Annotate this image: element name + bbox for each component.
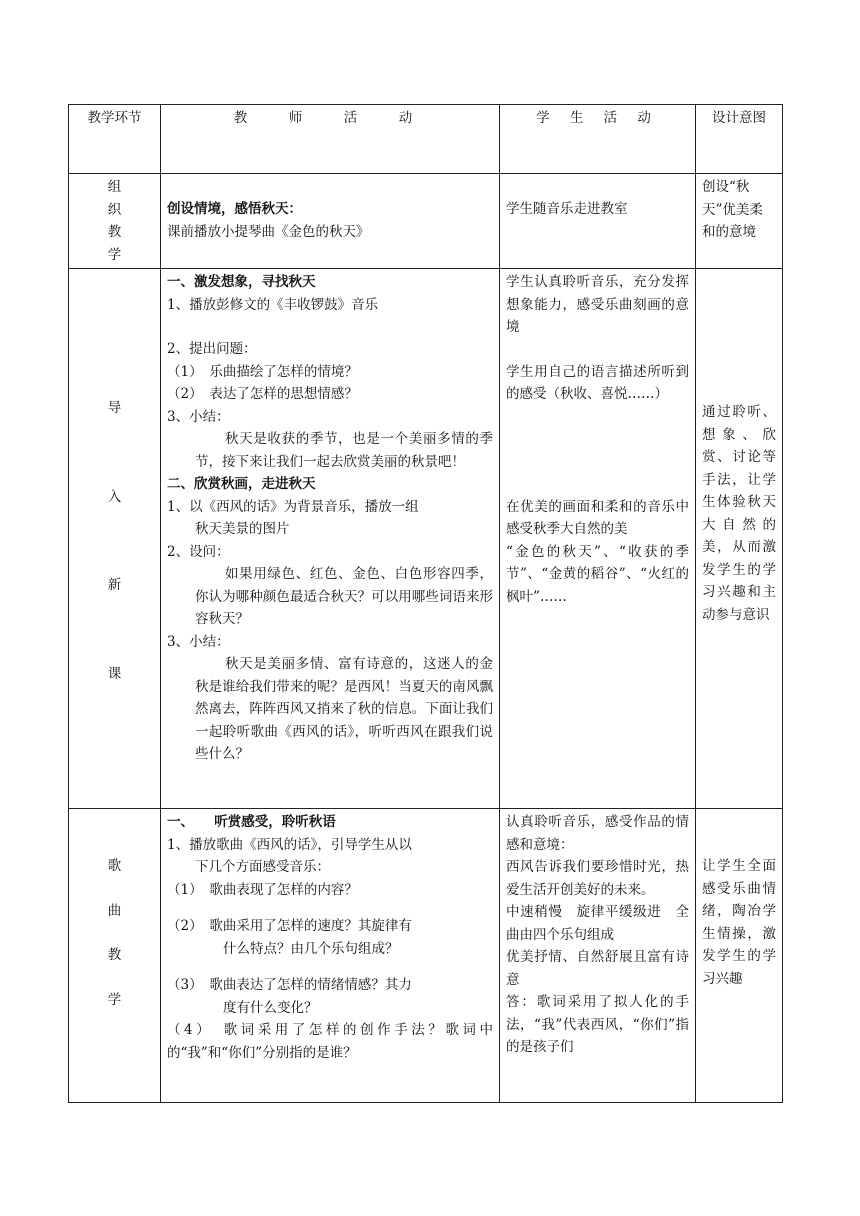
intent-song bbox=[696, 809, 783, 1103]
stage-char: 歌 bbox=[107, 858, 122, 874]
row-intro bbox=[69, 269, 783, 809]
stage-char: 教 bbox=[107, 224, 122, 240]
stage-char: 曲 bbox=[107, 902, 122, 919]
header-student-activity: 学 生 活 动 bbox=[500, 105, 696, 174]
teacher-line: 2、提出问题： bbox=[167, 341, 257, 357]
intent-text: 创设“秋天”优美柔和的意境 bbox=[702, 179, 763, 240]
stage-char: 教 bbox=[107, 947, 122, 963]
student-text: 优美抒情、自然舒展且富有诗意 bbox=[506, 949, 689, 988]
stage-char: 学 bbox=[107, 991, 122, 1008]
student-text: 西风告诉我们要珍惜时光，热爱生活开创美好的未来。 bbox=[506, 859, 689, 898]
teacher-line: 2、设问： bbox=[167, 543, 230, 560]
stage-char: 课 bbox=[107, 665, 122, 682]
teacher-line: 1、播放歌曲《西风的话》，引导学生从以 bbox=[167, 836, 412, 853]
student-organize bbox=[500, 174, 696, 269]
teacher-line: 1、以《西风的话》为背景音乐，播放一组 bbox=[167, 498, 419, 515]
section-heading: 一、 听赏感受，聆听秋语 bbox=[167, 814, 336, 830]
stage-organize bbox=[69, 174, 161, 269]
student-intro bbox=[500, 269, 696, 809]
stage-char: 入 bbox=[107, 488, 122, 505]
stage-char: 新 bbox=[107, 577, 122, 593]
teacher-title: 创设情境，感悟秋天： bbox=[167, 201, 302, 217]
stage-char: 织 bbox=[107, 201, 122, 218]
teacher-line: 下几个方面感受音乐： bbox=[195, 859, 330, 875]
student-text: 学生随音乐走进教室 bbox=[506, 201, 628, 217]
header-design-intent: 设计意图 bbox=[696, 105, 783, 174]
teacher-intro bbox=[161, 269, 500, 809]
student-text: 在优美的画面和柔和的音乐中感受秋季大自然的美 bbox=[506, 498, 689, 537]
section-heading: 二、欣赏秋画，走进秋天 bbox=[167, 476, 316, 492]
student-text: “金色的秋天”、“收获的季节”、“金黄的稻谷”、“火红的枫叶”…… bbox=[506, 543, 689, 605]
header-teacher-activity: 教 师 活 动 bbox=[161, 105, 500, 174]
row-organize bbox=[69, 174, 783, 269]
section-heading: 一、激发想象，寻找秋天 bbox=[167, 274, 316, 290]
teacher-line: （1） 乐曲描绘了怎样的情境？ bbox=[167, 363, 358, 380]
header-stage: 教学环节 bbox=[69, 105, 161, 174]
intent-intro bbox=[696, 269, 783, 809]
stage-song bbox=[69, 809, 161, 1103]
stage-char: 组 bbox=[107, 179, 122, 195]
teacher-line: （4） 歌词采用了怎样的创作手法？歌词中的“我”和“你们”分别指的是谁？ bbox=[167, 1022, 493, 1061]
teacher-line: 3、小结： bbox=[167, 408, 230, 425]
teacher-line: 秋天美景的图片 bbox=[195, 521, 290, 537]
row-song bbox=[69, 809, 783, 1103]
teacher-line: （1） 歌曲表现了怎样的内容？ bbox=[167, 881, 358, 898]
intent-organize bbox=[696, 174, 783, 269]
teacher-paragraph: 如果用绿色、红色、金色、白色形容四季，你认为哪种颜色最适合秋天？可以用哪些词语来形容秋天？ bbox=[195, 566, 493, 627]
student-song bbox=[500, 809, 696, 1103]
teacher-line: 1、播放彭修文的《丰收锣鼓》音乐 bbox=[167, 296, 379, 313]
teacher-line: （2） 歌曲采用了怎样的速度？其旋律有 bbox=[167, 918, 412, 934]
teacher-organize bbox=[161, 174, 500, 269]
stage-char: 导 bbox=[107, 400, 122, 416]
student-text: 认真聆听音乐，感受作品的情感和意境： bbox=[506, 814, 689, 853]
teacher-paragraph: 秋天是美丽多情、富有诗意的，这迷人的金秋是谁给我们带来的呢？是西风！当夏天的南风飘然离去，阵阵西风又捎来了秋的信息。下面让我们一起聆听歌曲《西风的话》，听听西风在跟我们说些什么？ bbox=[195, 656, 493, 762]
student-text: 中速稍慢 旋律平缓级进 全曲由四个乐句组成 bbox=[506, 904, 689, 943]
intent-text: 通过聆听、想象、欣赏、讨论等手法，让学生体验秋天大自然的美，从而激发学生的学习兴趣和主动参与意识 bbox=[702, 404, 776, 623]
teacher-paragraph: 秋天是收获的季节，也是一个美丽多情的季节，接下来让我们一起去欣赏美丽的秋景吧！ bbox=[195, 431, 493, 470]
teacher-line: （2） 表达了怎样的思想情感？ bbox=[167, 386, 358, 402]
header-row bbox=[69, 105, 783, 174]
student-text: 学生认真聆听音乐，充分发挥想象能力，感受乐曲刻画的意境 bbox=[506, 274, 689, 335]
lesson-plan-table bbox=[68, 104, 783, 1103]
student-text: 学生用自己的语言描述所听到的感受（秋收、喜悦……） bbox=[506, 363, 689, 402]
stage-intro bbox=[69, 269, 161, 809]
teacher-line: 课前播放小提琴曲《金色的秋天》 bbox=[167, 223, 370, 240]
stage-char: 学 bbox=[107, 246, 122, 263]
teacher-line: （3） 歌曲表达了怎样的情绪情感？其力 bbox=[167, 977, 412, 993]
teacher-line: 度有什么变化？ bbox=[223, 999, 318, 1016]
teacher-line: 3、小结： bbox=[167, 633, 230, 650]
intent-text: 让学生全面感受乐曲情绪，陶冶学生情操，激发学生的学习兴趣 bbox=[702, 858, 776, 987]
teacher-line: 什么特点？由几个乐句组成？ bbox=[223, 940, 399, 957]
teacher-song bbox=[161, 809, 500, 1103]
student-text: 答：歌词采用了拟人化的手法，“我”代表西风，“你们”指的是孩子们 bbox=[506, 994, 689, 1055]
